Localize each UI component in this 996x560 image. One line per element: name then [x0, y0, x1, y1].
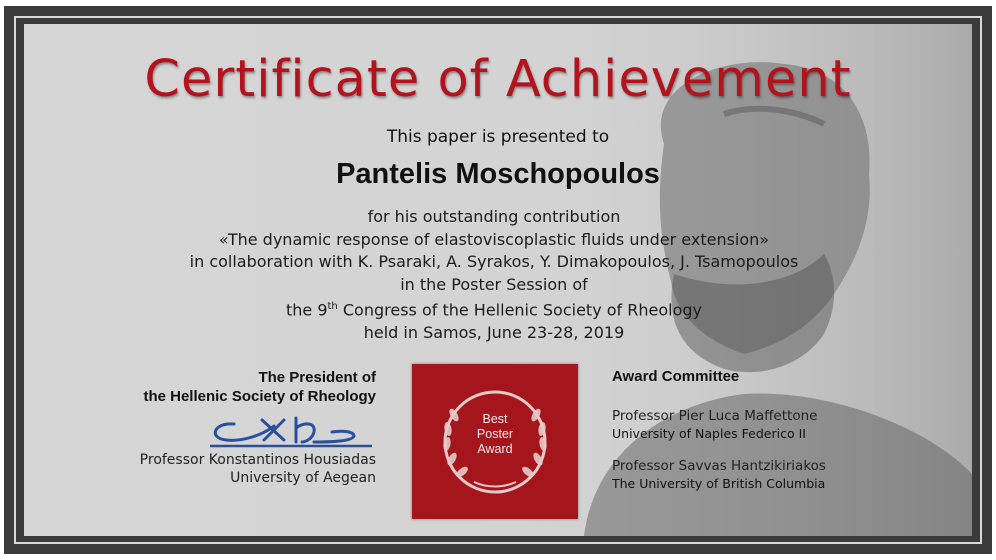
- president-heading-line-2: the Hellenic Society of Rheology: [143, 388, 376, 405]
- badge-line-1: Best: [482, 412, 508, 426]
- committee-member-affiliation: The University of British Columbia: [612, 476, 826, 491]
- citation-line-3: in collaboration with K. Psaraki, A. Syrakos, Y. Dimakopoulos, J. Tsamopoulos: [189, 252, 799, 271]
- president-affiliation: University of Aegean: [230, 470, 376, 486]
- president-heading: [143, 368, 376, 406]
- committee-member-name: Professor Savvas Hantzikiriakos: [612, 458, 826, 474]
- badge-line-2: Poster: [476, 427, 514, 441]
- committee-member-name: Professor Pier Luca Maffettone: [612, 408, 818, 424]
- president-info: [140, 451, 376, 487]
- citation-text: [144, 206, 844, 344]
- best-poster-badge: [412, 364, 578, 519]
- badge-label: [412, 412, 578, 457]
- committee-member-affiliation: University of Naples Federico II: [612, 426, 806, 441]
- committee-heading-block: [612, 368, 739, 385]
- president-heading-line-1: The President of: [258, 369, 376, 386]
- certificate-title: Certificate of Achievement: [144, 50, 852, 109]
- president-name: Professor Konstantinos Housiadas: [139, 452, 376, 468]
- citation-line-1: for his outstanding contribution: [367, 207, 621, 226]
- committee-member: [612, 458, 826, 492]
- president-signature: [204, 410, 374, 450]
- citation-line-2: «The dynamic response of elastoviscoplastic fluids under extension»: [218, 229, 770, 249]
- committee-member: [612, 408, 817, 442]
- citation-line-6: held in Samos, June 23-28, 2019: [363, 322, 625, 342]
- certificate-body: [24, 24, 972, 536]
- badge-line-3: Award: [477, 442, 513, 456]
- committee-heading: Award Committee: [612, 368, 740, 385]
- recipient-name: Pantelis Moschopoulos: [336, 158, 660, 190]
- citation-line-4: in the Poster Session of: [400, 274, 588, 294]
- presented-to-text: This paper is presented to: [386, 127, 610, 147]
- citation-line-5: the 9th Congress of the Hellenic Society of Rheology: [285, 300, 702, 320]
